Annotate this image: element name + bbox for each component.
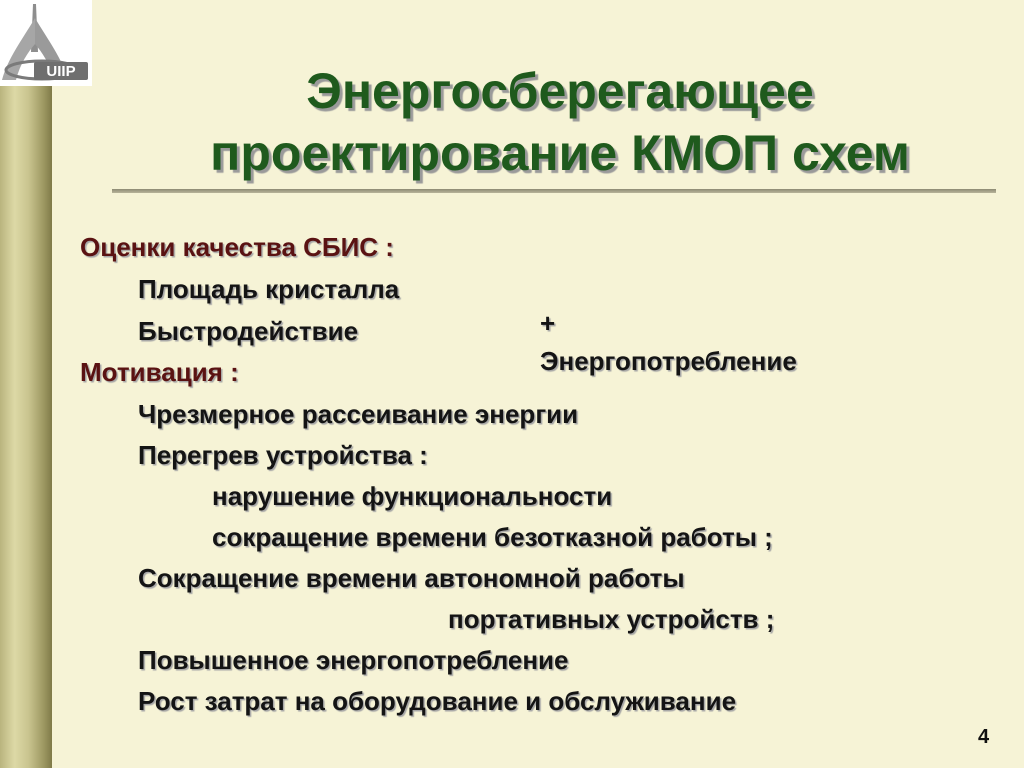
page-number: 4 <box>978 726 990 748</box>
title-divider <box>112 189 996 193</box>
motivation-heading: Мотивация : <box>80 357 239 387</box>
institute-logo <box>0 0 92 86</box>
logo-text: UIIP <box>46 63 76 80</box>
motivation-item-continuation: портативных устройств ; <box>448 604 775 634</box>
motivation-item: Чрезмерное рассеивание энергии <box>138 399 579 429</box>
tower-logo-icon <box>0 0 92 86</box>
motivation-item: Рост затрат на оборудование и обслуживание <box>138 686 737 716</box>
quality-item-area: Площадь кристалла <box>138 274 400 304</box>
motivation-item: Повышенное энергопотребление <box>138 645 569 675</box>
slide-title <box>120 60 1000 184</box>
addition-power-consumption: Энергопотребление <box>540 346 797 376</box>
quality-heading: Оценки качества СБИС : <box>80 232 394 262</box>
motivation-item: Перегрев устройства : <box>138 440 428 470</box>
motivation-subitem: сокращение времени безотказной работы ; <box>212 522 773 552</box>
motivation-item: Сокращение времени автономной работы <box>138 563 685 593</box>
title-line-2: проектирование КМОП схем <box>210 125 910 181</box>
left-decorative-bar <box>0 0 52 768</box>
quality-item-speed: Быстродействие <box>138 316 359 346</box>
addition-plus: + <box>540 308 556 338</box>
title-line-1: Энергосберегающее <box>306 63 814 119</box>
motivation-subitem: нарушение функциональности <box>212 481 613 511</box>
